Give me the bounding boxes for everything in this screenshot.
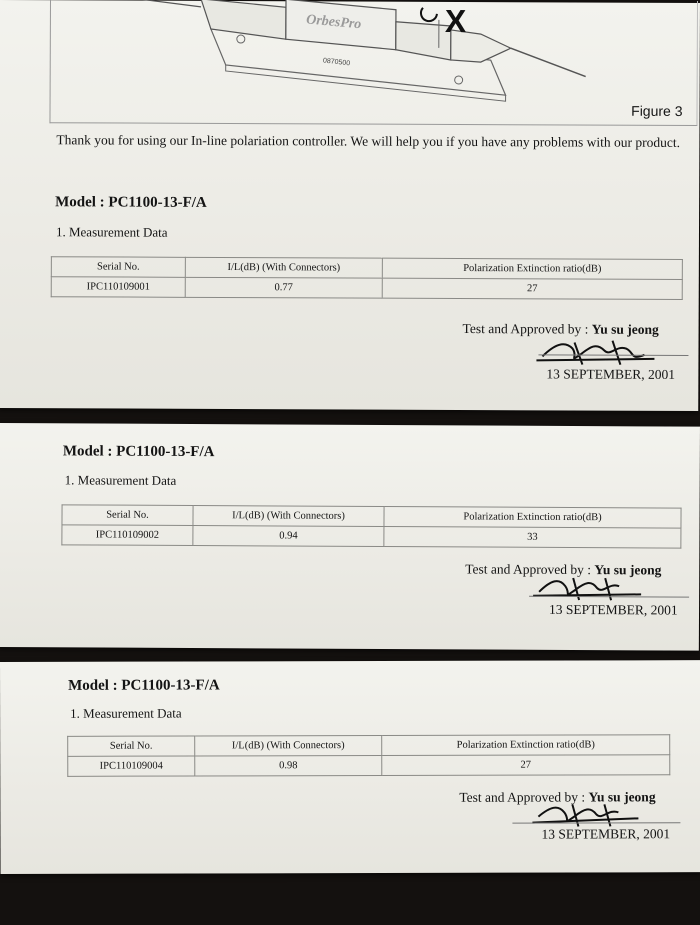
measurement-data-heading: 1. Measurement Data bbox=[55, 224, 168, 240]
header-serial: Serial No. bbox=[68, 736, 195, 756]
certificate-sheet-3 bbox=[0, 660, 700, 874]
approval-label: Test and Approved by : bbox=[465, 561, 595, 578]
figure-3-box bbox=[49, 0, 698, 126]
approval-label: Test and Approved by : bbox=[459, 789, 589, 805]
measurement-table bbox=[51, 256, 683, 300]
table-header-row bbox=[68, 735, 670, 757]
cell-serial: IPC110109001 bbox=[51, 277, 185, 298]
cell-extinction-ratio: 27 bbox=[382, 278, 682, 299]
measurement-table bbox=[61, 504, 681, 548]
header-extinction-ratio: Polarization Extinction ratio(dB) bbox=[382, 735, 670, 756]
header-serial: Serial No. bbox=[62, 505, 193, 526]
svg-text:0870500: 0870500 bbox=[322, 57, 351, 68]
cell-serial: IPC110109004 bbox=[68, 756, 195, 776]
model-title: Model : PC1100-13-F/A bbox=[62, 443, 215, 461]
signature bbox=[529, 572, 649, 605]
cell-insertion-loss: 0.77 bbox=[185, 277, 382, 298]
table-row bbox=[51, 277, 682, 300]
table-header-row bbox=[51, 257, 682, 280]
cell-extinction-ratio: 27 bbox=[382, 755, 670, 776]
measurement-table bbox=[67, 734, 670, 777]
cell-extinction-ratio: 33 bbox=[384, 527, 681, 549]
approval-date: 13 SEPTEMBER, 2001 bbox=[546, 366, 676, 382]
header-insertion-loss: I/L(dB) (With Connectors) bbox=[185, 257, 382, 278]
certificate-sheet-1 bbox=[0, 0, 700, 411]
measurement-data-heading: 1. Measurement Data bbox=[70, 705, 182, 721]
approval-date: 13 SEPTEMBER, 2001 bbox=[548, 601, 678, 618]
polarization-controller-drawing bbox=[50, 0, 697, 125]
approver-name: Yu su jeong bbox=[591, 321, 659, 337]
header-extinction-ratio: Polarization Extinction ratio(dB) bbox=[384, 507, 681, 529]
measurement-data-heading: 1. Measurement Data bbox=[64, 472, 177, 488]
header-extinction-ratio: Polarization Extinction ratio(dB) bbox=[382, 258, 682, 279]
header-insertion-loss: I/L(dB) (With Connectors) bbox=[195, 736, 382, 756]
model-title: Model : PC1100-13-F/A bbox=[68, 677, 220, 694]
approval-label: Test and Approved by : bbox=[462, 321, 592, 337]
approver-name: Yu su jeong bbox=[594, 562, 662, 578]
svg-text:OrbesPro: OrbesPro bbox=[305, 12, 362, 33]
cell-insertion-loss: 0.94 bbox=[193, 526, 384, 547]
svg-text:X: X bbox=[444, 2, 467, 40]
certificate-sheet-2 bbox=[0, 423, 700, 651]
cell-serial: IPC110109002 bbox=[62, 525, 193, 546]
header-insertion-loss: I/L(dB) (With Connectors) bbox=[193, 506, 384, 527]
approval-date: 13 SEPTEMBER, 2001 bbox=[541, 826, 671, 842]
signature bbox=[534, 334, 664, 371]
thank-you-text: Thank you for using our In-line polariation controller. We will help you if you have any problems with our product. bbox=[56, 132, 681, 150]
cell-insertion-loss: 0.98 bbox=[195, 756, 382, 776]
table-row bbox=[68, 755, 670, 777]
signature-rule bbox=[512, 822, 680, 823]
header-serial: Serial No. bbox=[51, 257, 185, 278]
figure-label: Figure 3 bbox=[631, 102, 683, 119]
table-row bbox=[62, 525, 681, 548]
approver-name: Yu su jeong bbox=[588, 789, 656, 805]
model-title: Model : PC1100-13-F/A bbox=[55, 194, 207, 211]
